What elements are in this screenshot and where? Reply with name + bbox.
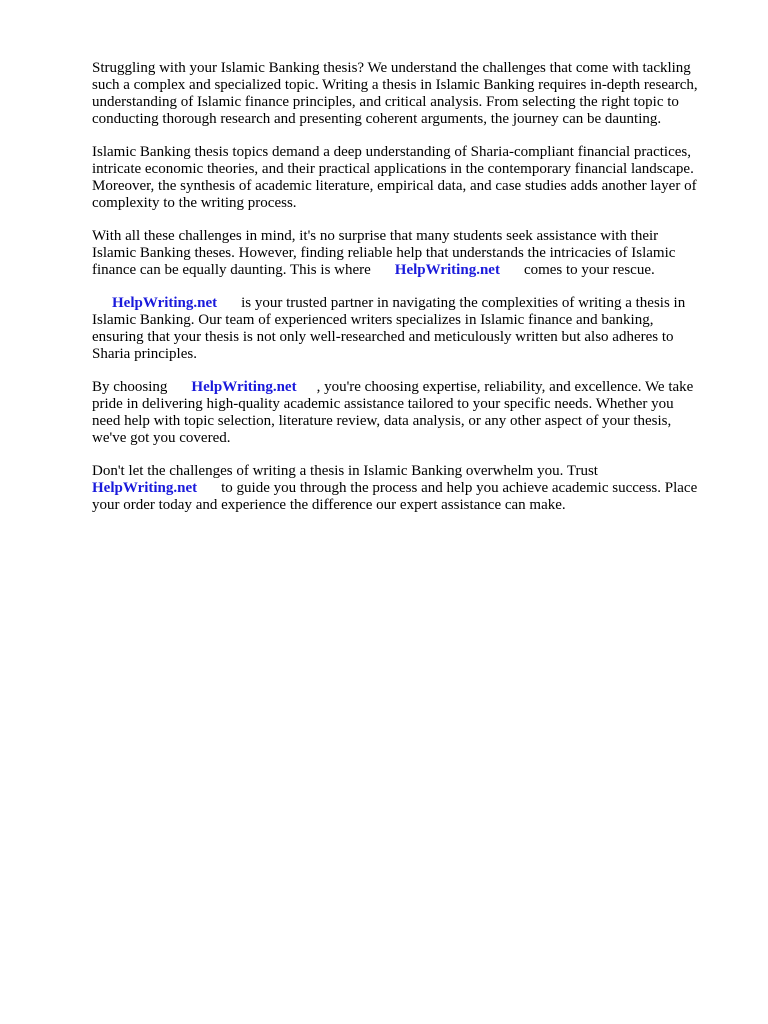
paragraph-choosing xyxy=(92,379,732,447)
text-line xyxy=(92,295,732,312)
text-fragment: finance can be equally daunting. This is where xyxy=(92,262,371,278)
paragraph-partner xyxy=(92,295,732,363)
text-fragment: is your trusted partner in navigating the complexities of writing a thesis in xyxy=(241,295,686,311)
text-fragment: By choosing xyxy=(92,379,168,395)
text-line: Don't let the challenges of writing a thesis in Islamic Banking overwhelm you. Trust xyxy=(92,463,598,479)
text-line: Sharia principles. xyxy=(92,346,197,362)
text-line: pride in delivering high-quality academic assistance tailored to your specific needs. Whether you xyxy=(92,396,674,412)
paragraph-intro xyxy=(92,60,732,128)
text-line: Struggling with your Islamic Banking thesis? We understand the challenges that come with tackling xyxy=(92,60,691,76)
helpwriting-link[interactable]: HelpWriting.net xyxy=(191,379,297,395)
text-line: such a complex and specialized topic. Writing a thesis in Islamic Banking requires in-depth research, xyxy=(92,77,698,93)
text-line: complexity to the writing process. xyxy=(92,195,297,211)
text-line: understanding of Islamic finance principles, and critical analysis. From selecting the right topic to xyxy=(92,94,679,110)
paragraph-closing xyxy=(92,463,732,514)
text-line: intricate economic theories, and their practical applications in the contemporary financial landscape. xyxy=(92,161,694,177)
text-line xyxy=(92,379,732,396)
text-line: we've got you covered. xyxy=(92,430,231,446)
document-body xyxy=(92,60,732,530)
text-line: ensuring that your thesis is not only well-researched and meticulously written but also adheres to xyxy=(92,329,674,345)
text-line xyxy=(92,480,732,497)
helpwriting-link[interactable]: HelpWriting.net xyxy=(394,262,500,278)
paragraph-topics xyxy=(92,144,732,212)
helpwriting-link[interactable]: HelpWriting.net xyxy=(92,480,198,496)
text-line: Islamic Banking. Our team of experienced writers specializes in Islamic finance and banking, xyxy=(92,312,654,328)
text-line: conducting thorough research and presenting coherent arguments, the journey can be daunting. xyxy=(92,111,662,127)
text-fragment: , you're choosing expertise, reliability, and excellence. We take xyxy=(316,379,694,395)
text-line xyxy=(92,262,732,279)
text-fragment: to guide you through the process and help you achieve academic success. Place xyxy=(221,480,698,496)
helpwriting-link[interactable]: HelpWriting.net xyxy=(112,295,218,311)
text-line: your order today and experience the difference our expert assistance can make. xyxy=(92,497,566,513)
text-line: With all these challenges in mind, it's no surprise that many students seek assistance with their xyxy=(92,228,659,244)
text-fragment: comes to your rescue. xyxy=(523,262,655,278)
text-line: need help with topic selection, literature review, data analysis, or any other aspect of your thesis, xyxy=(92,413,672,429)
text-line: Islamic Banking thesis topics demand a deep understanding of Sharia-compliant financial practices, xyxy=(92,144,691,160)
text-line: Moreover, the synthesis of academic literature, empirical data, and case studies adds another layer of xyxy=(92,178,697,194)
paragraph-challenges xyxy=(92,228,732,279)
text-line: Islamic Banking theses. However, finding reliable help that understands the intricacies of Islamic xyxy=(92,245,676,261)
